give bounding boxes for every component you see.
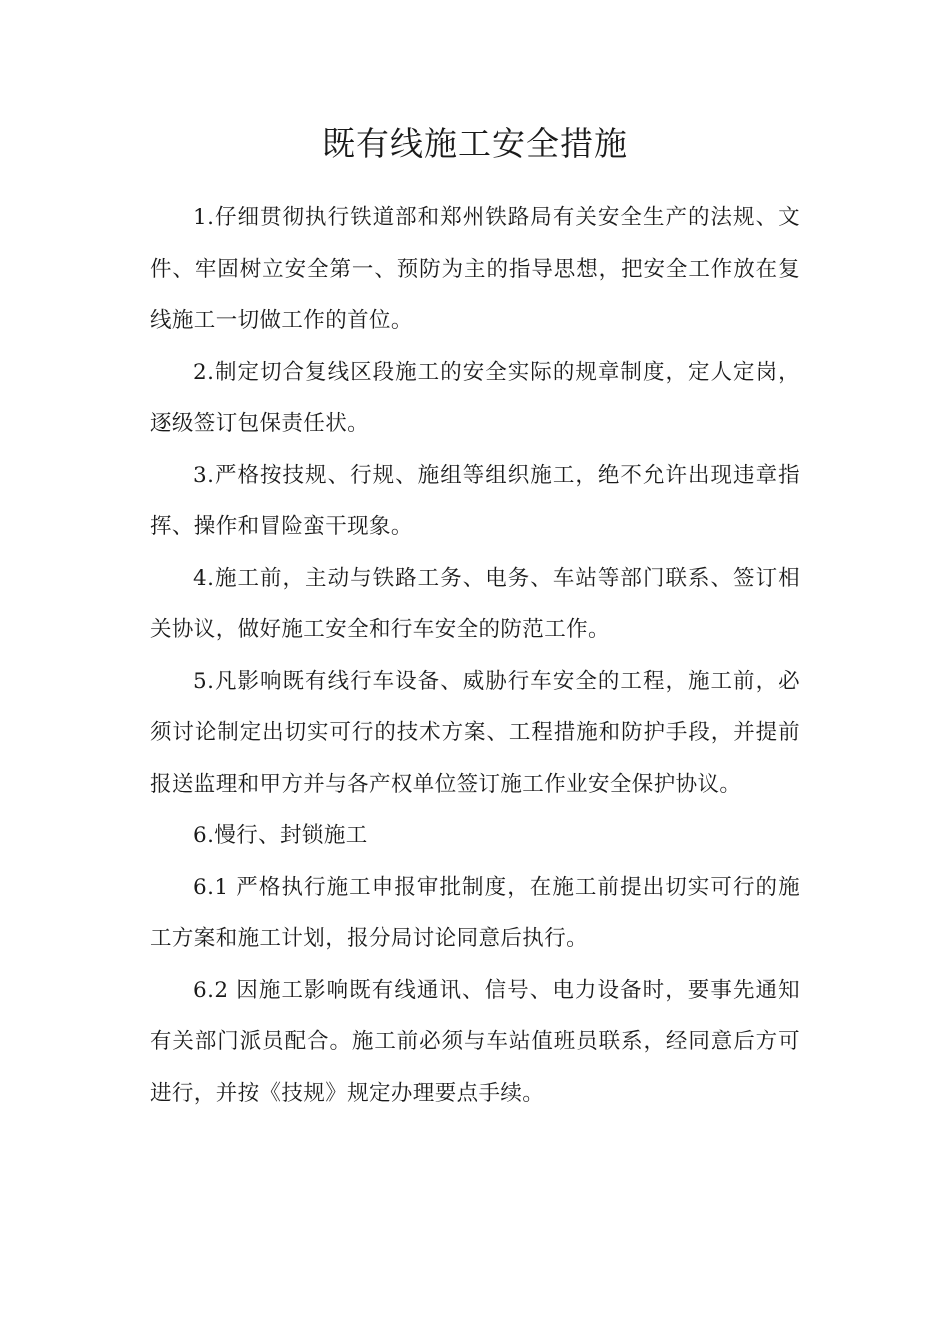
paragraph-4: 4.施工前，主动与铁路工务、电务、车站等部门联系、签订相关协议，做好施工安全和行车安全的防范工作。 xyxy=(150,565,800,642)
document-body xyxy=(150,192,800,1119)
paragraph-6-2: 6.2 因施工影响既有线通讯、信号、电力设备时，要事先通知有关部门派员配合。施工前必须与车站值班员联系，经同意后方可进行，并按《技规》规定办理要点手续。 xyxy=(150,977,800,1106)
paragraph-6-1: 6.1 严格执行施工申报审批制度，在施工前提出切实可行的施工方案和施工计划，报分局讨论同意后执行。 xyxy=(150,874,800,951)
paragraph-3: 3.严格按技规、行规、施组等组织施工，绝不允许出现违章指挥、操作和冒险蛮干现象。 xyxy=(150,462,800,539)
paragraph-5: 5.凡影响既有线行车设备、威胁行车安全的工程，施工前，必须讨论制定出切实可行的技术方案、工程措施和防护手段，并提前报送监理和甲方并与各产权单位签订施工作业安全保护协议。 xyxy=(150,668,800,797)
document-title: 既有线施工安全措施 xyxy=(322,124,628,163)
paragraph-1: 1.仔细贯彻执行铁道部和郑州铁路局有关安全生产的法规、文件、牢固树立安全第一、预防为主的指导思想，把安全工作放在复线施工一切做工作的首位。 xyxy=(150,205,800,333)
paragraph-6: 6.慢行、封锁施工 xyxy=(193,823,368,848)
paragraph-2: 2.制定切合复线区段施工的安全实际的规章制度，定人定岗，逐级签订包保责任状。 xyxy=(150,359,800,436)
